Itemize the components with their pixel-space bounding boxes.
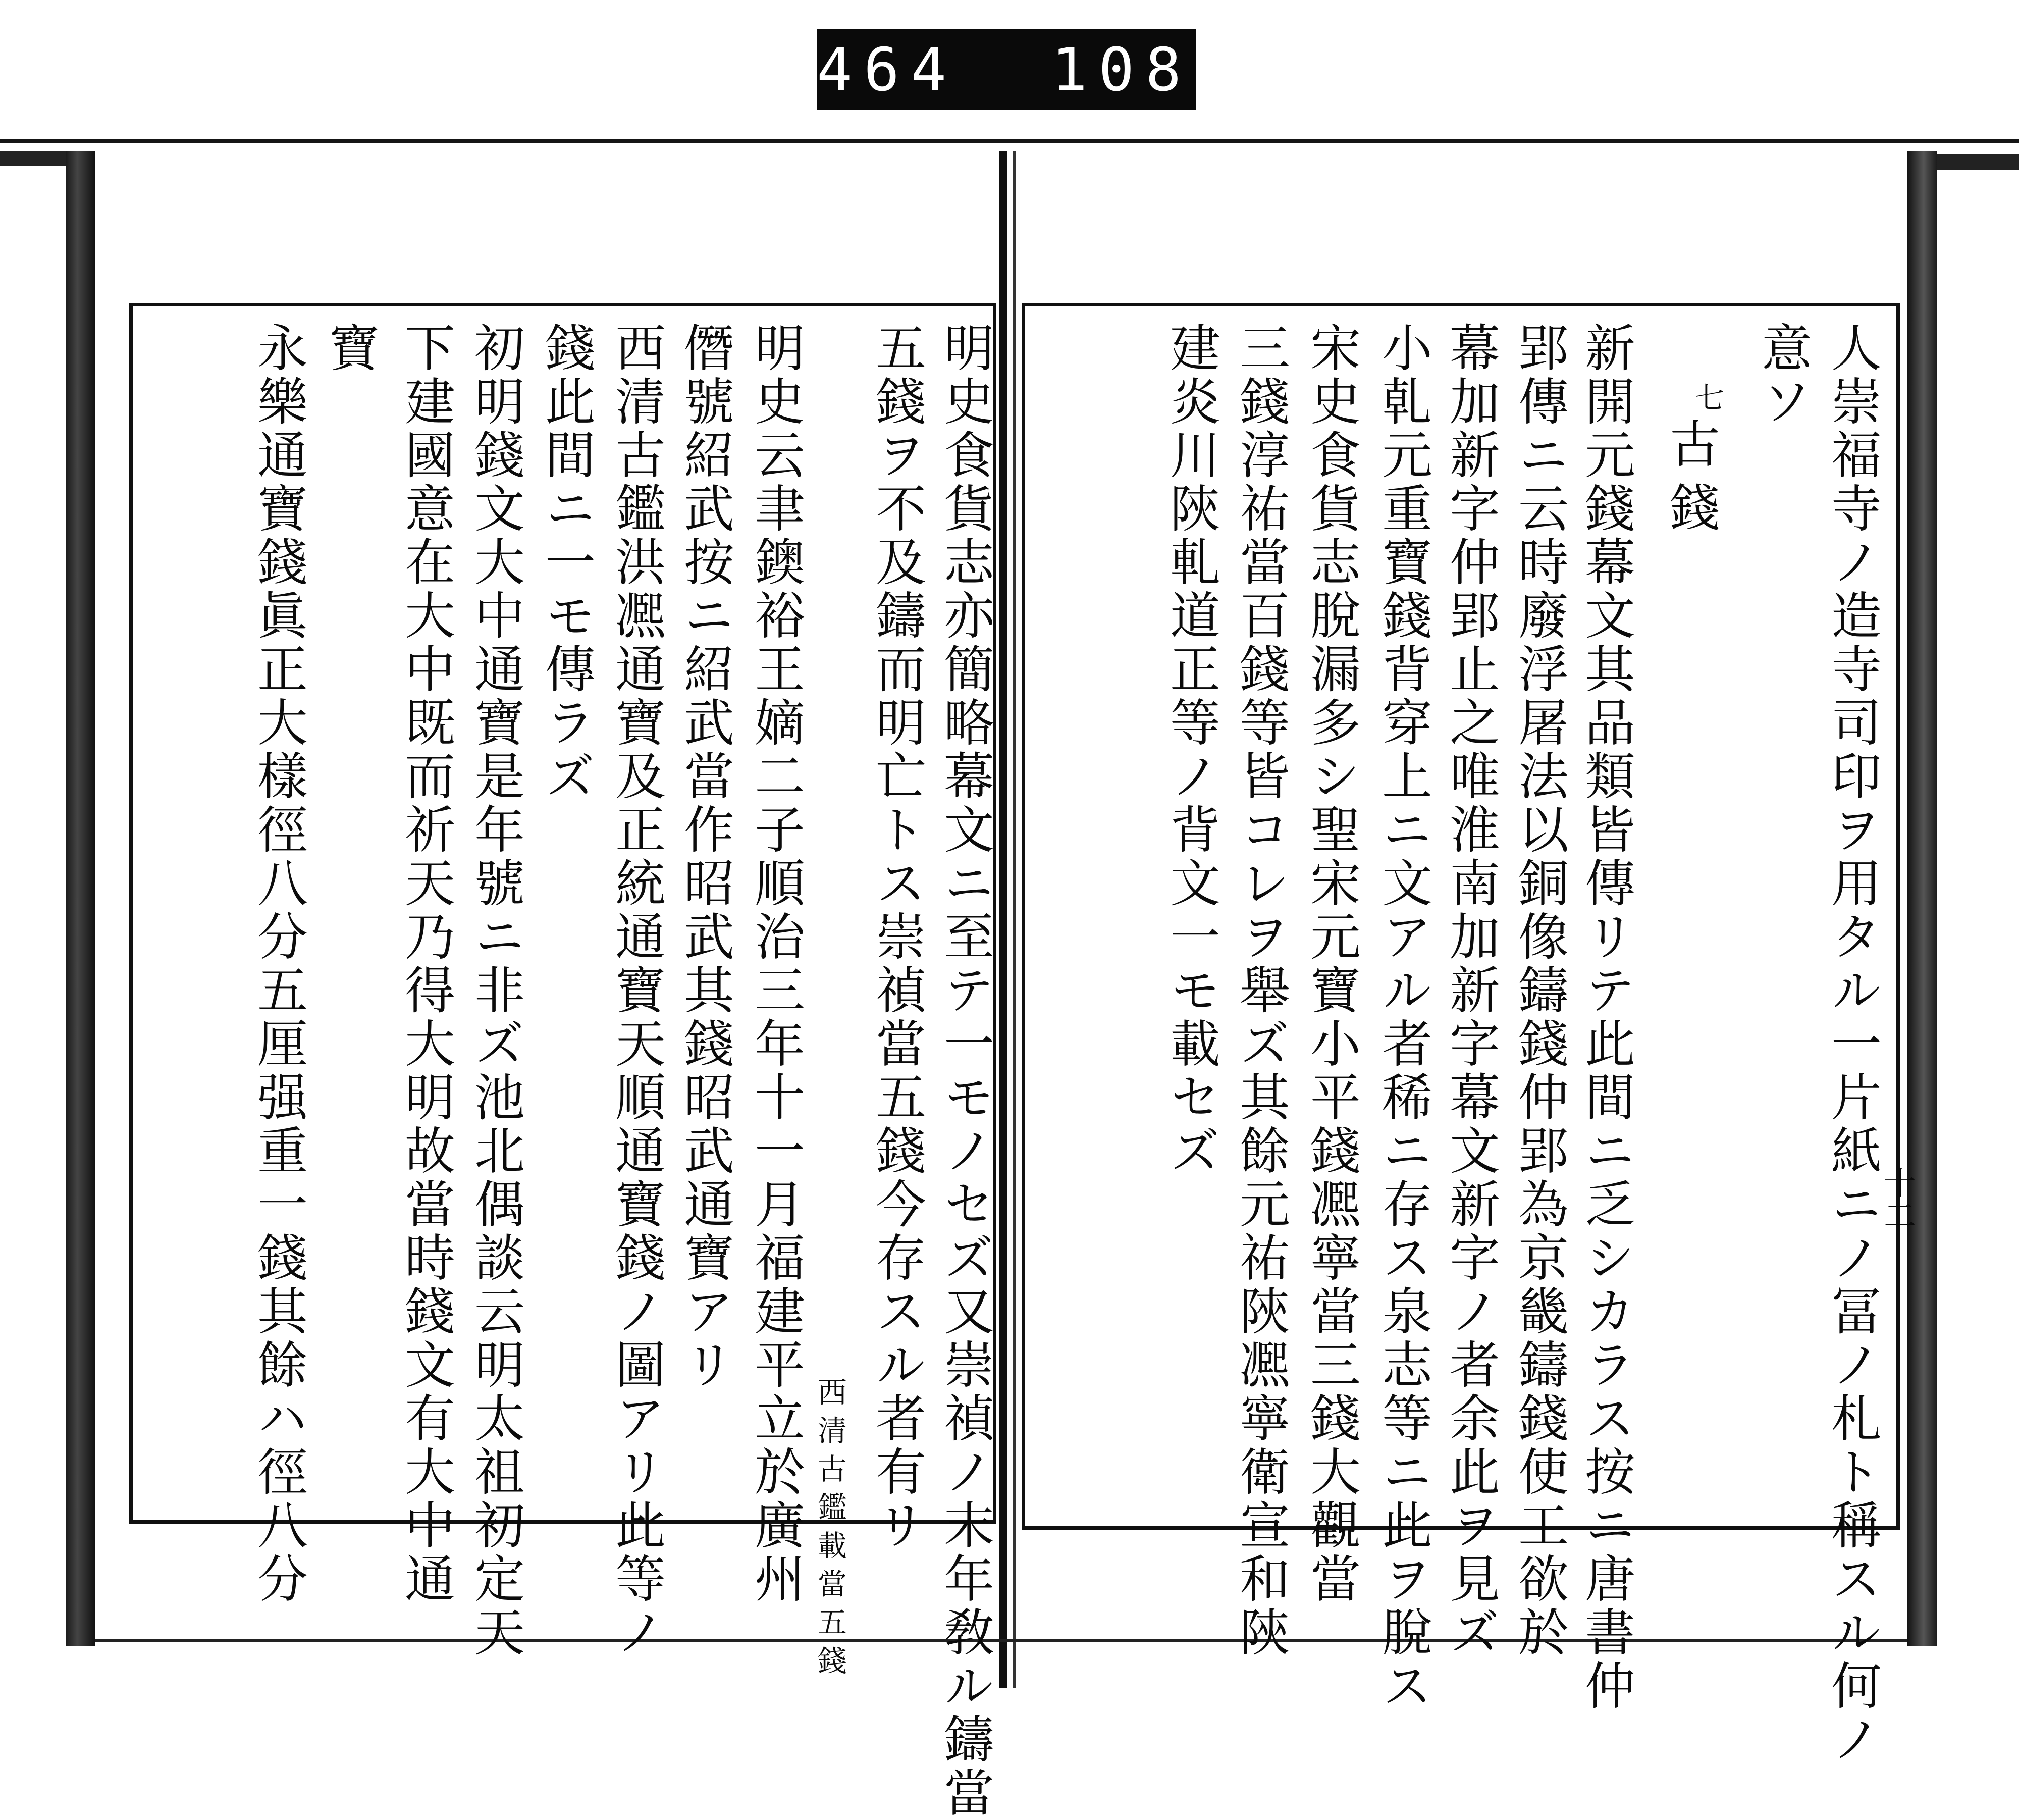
- left-page-frame: [129, 303, 996, 1820]
- left-col-5: 西清古鑑洪凞通寶及正統通寶天順通寶錢ノ圖アリ此等ノ: [607, 322, 666, 1659]
- left-col-8: 下建國意在大中既而祈天乃得大明故當時錢文有大中通: [396, 322, 455, 1606]
- left-col-10: 永樂通寶錢眞正大樣徑八分五厘强重一錢其餘ハ徑八分: [249, 322, 308, 1606]
- left-col-9: 寶: [321, 322, 380, 375]
- section-heading: 古錢: [1661, 418, 1720, 545]
- right-col-3: 新開元錢幕文其品類皆傳リテ此間ニ乏シカラス按ニ唐書仲: [1576, 322, 1635, 1713]
- right-edge-shadow: [1937, 154, 2019, 170]
- left-edge-shadow: [0, 151, 66, 166]
- right-col-5: 幕加新字仲郢止之唯淮南加新字幕文新字ノ者余此ヲ見ズ: [1441, 322, 1500, 1659]
- left-book-edge: [66, 151, 95, 1646]
- right-col-6: 小乹元重寶錢背穿上ニ文アル者稀ニ存ス泉志等ニ此ヲ脫ス: [1373, 322, 1432, 1713]
- left-col-3: 明史云聿鐭裕王嫡二子順治三年十一月福建平立於廣州: [746, 322, 805, 1606]
- right-col-2: 意ソ: [1753, 322, 1812, 429]
- left-col-6: 錢此間ニ一モ傳ラズ: [537, 322, 596, 803]
- left-col-7: 初明錢文大中通寶是年號ニ非ズ池北偶談云明太祖初定天: [466, 322, 525, 1659]
- right-col-7: 宋史食貨志脫漏多シ聖宋元寶小平錢凞寧當三錢大觀當: [1302, 322, 1361, 1606]
- right-col-9: 建炎川陝軋道正等ノ背文一モ載セズ: [1161, 322, 1220, 1178]
- left-col-4: 僭號紹武按ニ紹武當作昭武其錢昭武通寶アリ: [675, 322, 734, 1392]
- left-col-note: 西清古鑑載當五錢: [813, 1377, 847, 1684]
- right-book-edge: [1907, 151, 1937, 1646]
- book-gutter-shadow: [1013, 151, 1016, 1688]
- page-number: 十二: [1878, 1166, 1916, 1231]
- right-page-frame: [1022, 303, 1900, 1766]
- book-gutter: [999, 151, 1007, 1688]
- top-rule: [0, 139, 2019, 143]
- right-col-8: 三錢淳祐當百錢等皆コレヲ舉ズ其餘元祐陝凞寧衛宣和陝: [1231, 322, 1290, 1659]
- right-col-1: 人崇福寺ノ造寺司印ヲ用タル一片紙ニノ冨ノ札ト稱スル何ノ: [1823, 322, 1882, 1766]
- section-number: 七: [1690, 382, 1724, 421]
- left-col-2: 五錢ヲ不及鑄而明亡トス崇禎當五錢今存スル者有リ: [867, 322, 926, 1552]
- left-col-1: 明史食貨志亦簡略幕文ニ至テ一モノセズ又崇禎ノ末年敎ル鑄當: [935, 322, 994, 1820]
- frame-number-label: 464 108.: [817, 29, 1196, 110]
- right-col-4: 郢傳ニ云時廢浮屠法以銅像鑄錢仲郢為京畿鑄錢使工欲於: [1510, 322, 1569, 1659]
